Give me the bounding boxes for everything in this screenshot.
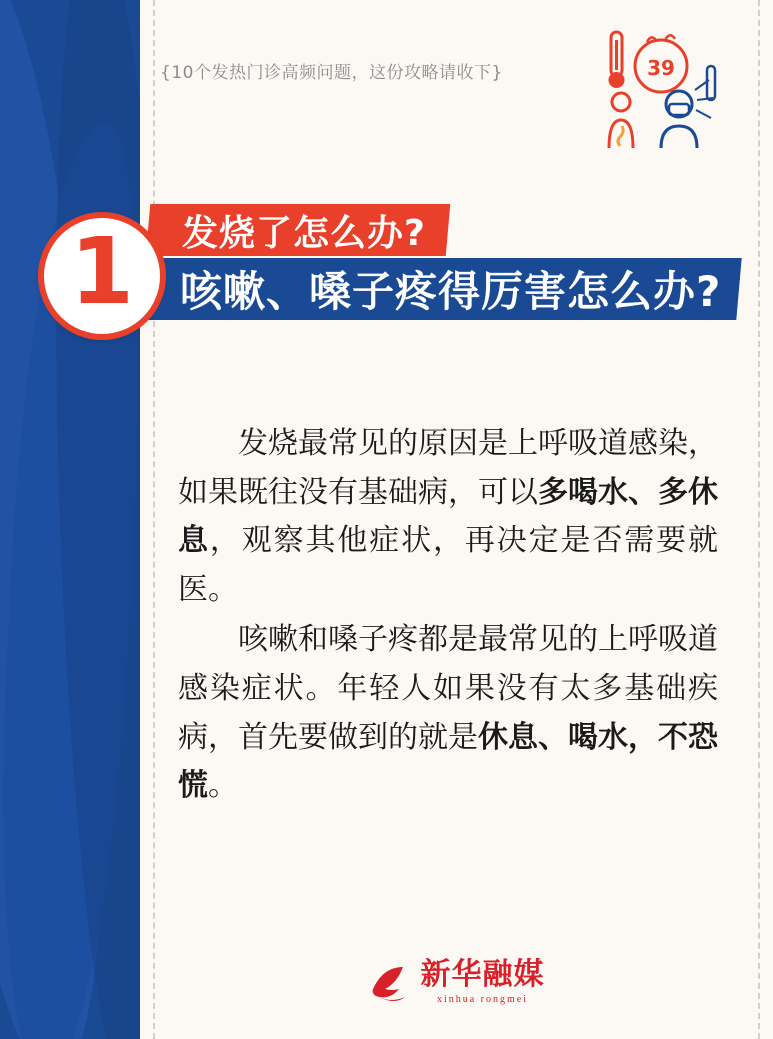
dashed-line-left: [153, 0, 155, 1039]
logo-text-group: [420, 957, 545, 1005]
footer-logo: [0, 957, 773, 1005]
header-kicker: {10个发热门诊高频问题，这份攻略请收下}: [160, 63, 503, 83]
paragraph-2: [178, 616, 718, 810]
para-2-segment-1: 咳嗽和嗓子疼都是最常见的上呼吸道感染症状。年轻人如果没有太多基础疾病，首先要做到的就是: [178, 622, 718, 755]
title-line-2-text: 咳嗽、嗓子疼得厉害怎么办?: [180, 267, 722, 316]
logo-title: 新华融媒: [420, 957, 545, 992]
paragraph-1: [178, 420, 718, 614]
para-1-emphasis-1: 多喝水、多休息: [178, 474, 718, 559]
title-block: [30, 196, 750, 356]
dashed-line-right: [758, 0, 760, 1039]
title-line-1-text: 发烧了怎么办?: [182, 212, 426, 254]
para-1-segment-2: ，观察其他症状，再决定是否需要就医。: [178, 523, 718, 607]
svg-text:39: 39: [647, 56, 675, 80]
left-blue-band: [0, 0, 140, 1039]
question-number: 1: [69, 218, 134, 325]
para-1-segment-1: 发烧最常见的原因是上呼吸道感染，如果既往没有基础病，可以: [178, 426, 718, 510]
question-number-badge: [38, 212, 166, 340]
para-2-segment-2: 。: [208, 768, 238, 804]
title-line-2-bar: [135, 258, 742, 320]
article-body: [178, 420, 718, 813]
fever-head-icon: [635, 35, 687, 92]
logo-subtitle: xinhua rongmei: [436, 994, 529, 1005]
para-2-emphasis-1: 休息、喝水，不恐慌: [178, 719, 718, 804]
thermometer-icon: [609, 32, 625, 88]
xinhua-logo-icon: [369, 963, 413, 1003]
title-line-1-bar: [146, 204, 450, 256]
header-illustration: [597, 30, 727, 150]
person-figure-left-icon: [609, 93, 633, 148]
